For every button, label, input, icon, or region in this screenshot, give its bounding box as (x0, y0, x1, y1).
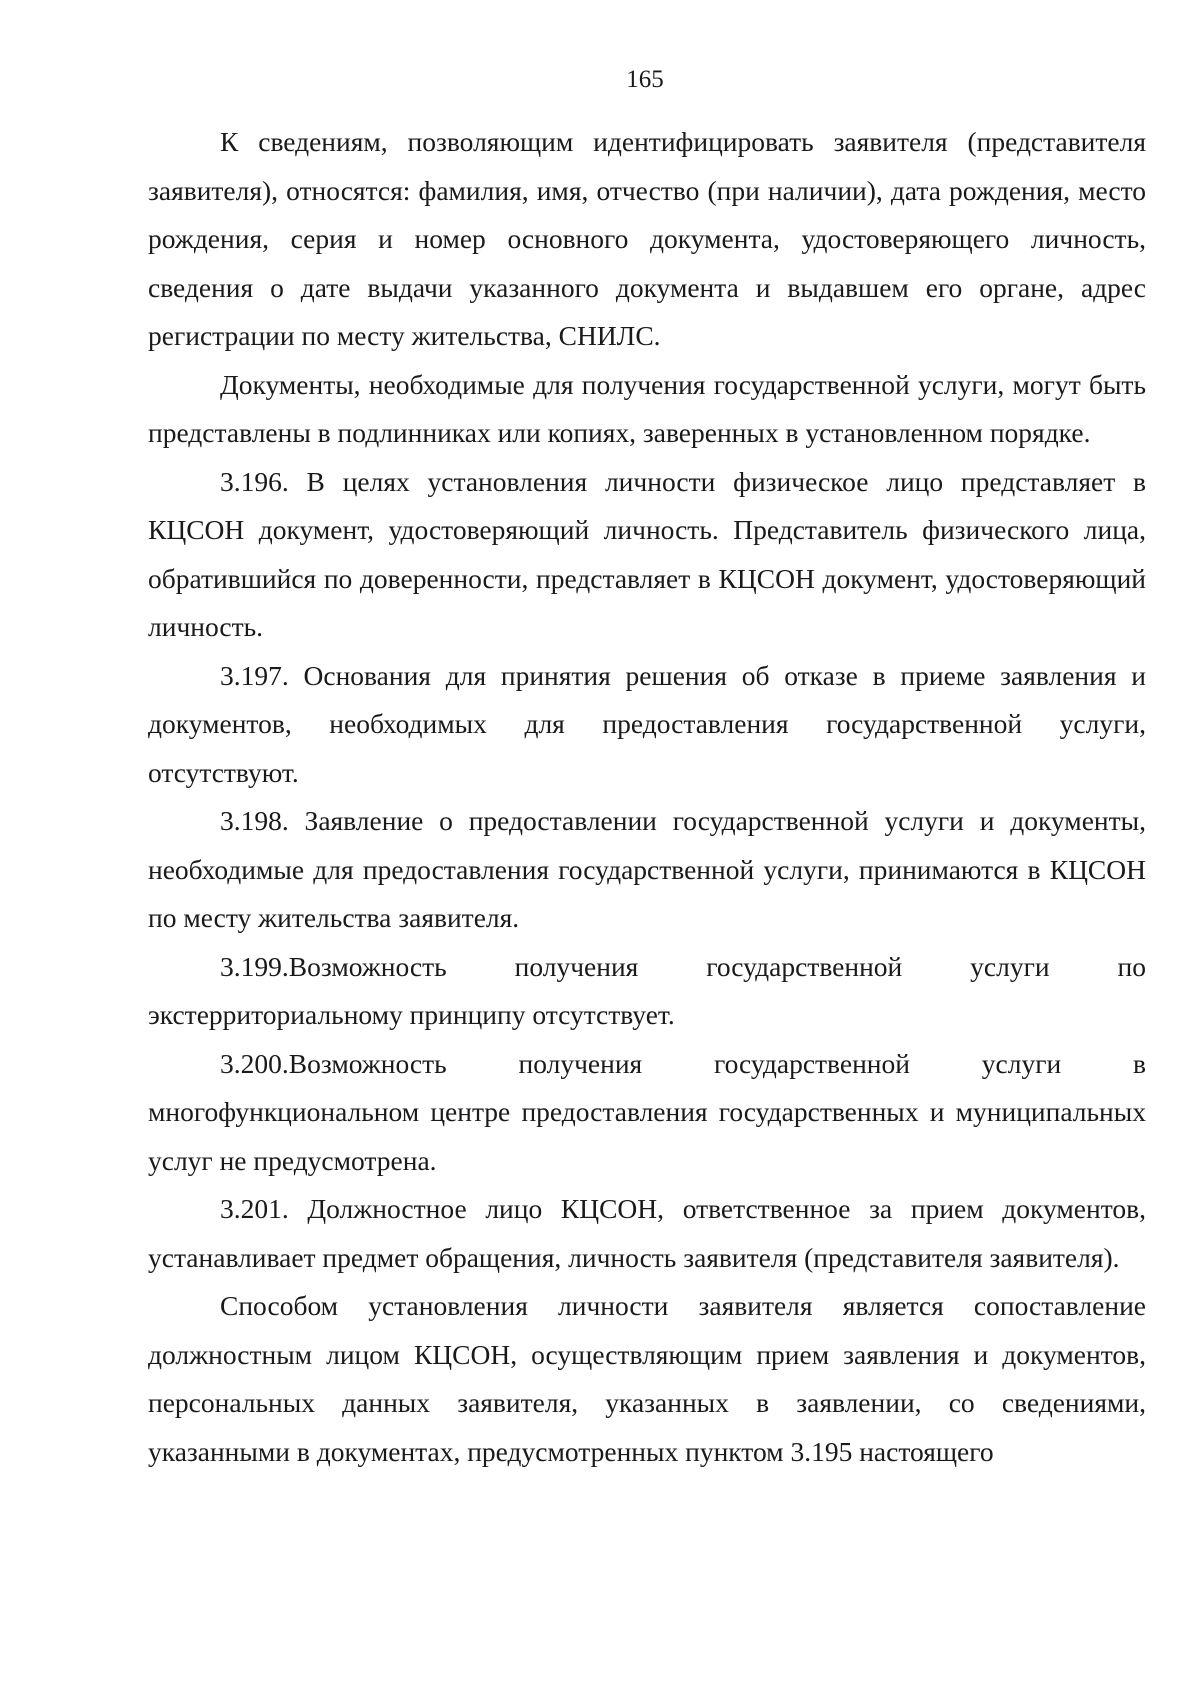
page-number: 165 (626, 66, 664, 93)
paragraph-3-197: 3.197. Основания для принятия решения об отказе в приеме заявления и документов, необходимых для предоставления государственной услуги, отсутствуют. (148, 659, 1146, 788)
paragraph-3-200: 3.200.Возможность получения государственной услуги в многофункциональном центре предоставления государственных и муниципальных услуг не предусмотрена. (148, 1047, 1146, 1176)
paragraph-identification-data: К сведениям, позволяющим идентифицировать заявителя (представителя заявителя), относятся: фамилия, имя, отчество (при наличии), дата рождения, место рождения, серия и номер основного документа, удостоверяющего личность, сведения о дате выдачи указанного документа и выдавшем его органе, адрес регистрации по месту жительства, СНИЛС. (148, 126, 1146, 351)
paragraph-3-196: 3.196. В целях установления личности физическое лицо представляет в КЦСОН документ, удостоверяющий личность. Представитель физического лица, обратившийся по доверенности, представляет в КЦСОН документ, удостоверяющий личность. (148, 465, 1146, 642)
paragraph-identity-method: Способом установления личности заявителя является сопоставление должностным лицом КЦСОН, осуществляющим прием заявления и документов, персональных данных заявителя, указанных в заявлении, со сведениями, указанными в документах, предусмотренных пунктом 3.195 настоящего (148, 1290, 1146, 1467)
paragraph-3-199: 3.199.Возможность получения государственной услуги по экстерриториальному принципу отсутствует. (148, 950, 1146, 1030)
paragraph-documents-form: Документы, необходимые для получения государственной услуги, могут быть представлены в подлинниках или копиях, заверенных в установленном порядке. (148, 368, 1146, 448)
document-body (148, 118, 1146, 1476)
paragraph-3-201: 3.201. Должностное лицо КЦСОН, ответственное за прием документов, устанавливает предмет обращения, личность заявителя (представителя заявителя). (148, 1193, 1146, 1273)
paragraph-3-198: 3.198. Заявление о предоставлении государственной услуги и документы, необходимые для предоставления государственной услуги, принимаются в КЦСОН по месту жительства заявителя. (148, 805, 1146, 933)
